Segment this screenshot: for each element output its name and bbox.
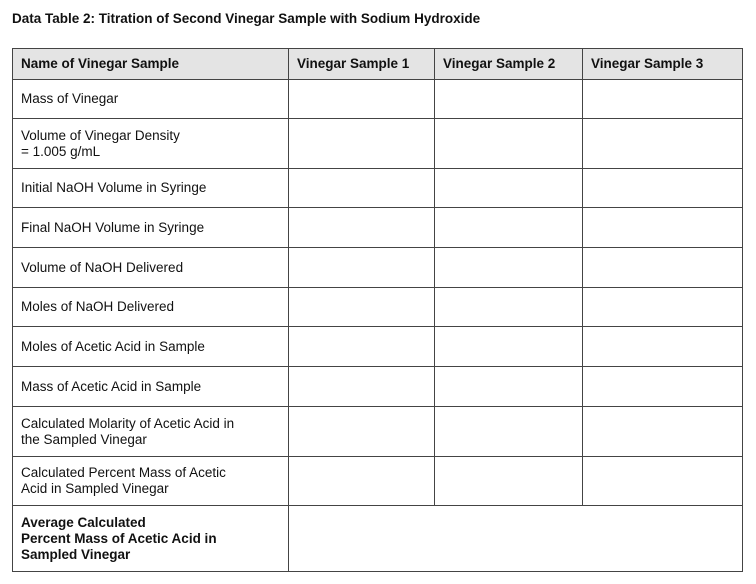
average-label [13,506,289,572]
row-label [13,119,289,169]
sample-1-cell[interactable] [289,288,435,327]
average-row [13,506,743,572]
table-row [13,288,743,327]
sample-2-cell[interactable] [435,248,583,288]
average-value-cell[interactable] [289,506,743,572]
sample-3-cell[interactable] [583,80,743,119]
header-sample-1: Vinegar Sample 1 [289,49,435,80]
sample-2-cell[interactable] [435,367,583,407]
row-label-line: Volume of NaOH Delivered [21,259,184,275]
row-label-line: Moles of Acetic Acid in Sample [21,338,205,354]
row-label-line: Mass of Vinegar [21,91,119,106]
table-row [13,457,743,506]
average-label-line: Sampled Vinegar [21,546,131,562]
table-row [13,169,743,208]
row-label [13,367,289,407]
row-label [13,248,289,288]
sample-3-cell[interactable] [583,367,743,407]
table-row [13,80,743,119]
header-name: Name of Vinegar Sample [13,49,289,80]
row-label-line: the Sampled Vinegar [21,431,147,447]
table-row [13,208,743,248]
sample-1-cell[interactable] [289,169,435,208]
sample-2-cell[interactable] [435,169,583,208]
row-label-line: Volume of Vinegar Density [21,127,180,143]
row-label-line: Calculated Molarity of Acetic Acid in [21,415,235,431]
sample-2-cell[interactable] [435,407,583,457]
sample-3-cell[interactable] [583,327,743,367]
sample-2-cell[interactable] [435,208,583,248]
sample-3-cell[interactable] [583,457,743,506]
sample-3-cell[interactable] [583,169,743,208]
row-label-line: Acid in Sampled Vinegar [21,481,169,496]
row-label [13,169,289,208]
sample-1-cell[interactable] [289,367,435,407]
sample-2-cell[interactable] [435,119,583,169]
sample-2-cell[interactable] [435,457,583,506]
sample-3-cell[interactable] [583,119,743,169]
header-sample-3: Vinegar Sample 3 [583,49,743,80]
sample-1-cell[interactable] [289,119,435,169]
sample-1-cell[interactable] [289,208,435,248]
sample-3-cell[interactable] [583,407,743,457]
average-label-line: Percent Mass of Acetic Acid in [21,530,217,546]
row-label-line: Final NaOH Volume in Syringe [21,219,205,235]
header-sample-2: Vinegar Sample 2 [435,49,583,80]
sample-1-cell[interactable] [289,457,435,506]
sample-2-cell[interactable] [435,80,583,119]
row-label [13,327,289,367]
table-row [13,327,743,367]
row-label [13,288,289,327]
titration-data-table [12,48,743,572]
table-title: Data Table 2: Titration of Second Vinegar Sample with Sodium Hydroxide [12,11,481,26]
row-label [13,457,289,506]
table-row [13,367,743,407]
row-label-line: Initial NaOH Volume in Syringe [21,180,207,195]
sample-1-cell[interactable] [289,407,435,457]
sample-2-cell[interactable] [435,327,583,367]
row-label-line: = 1.005 g/mL [21,143,101,159]
row-label [13,407,289,457]
header-row [13,49,743,80]
table-row [13,248,743,288]
row-label [13,208,289,248]
sample-3-cell[interactable] [583,288,743,327]
sample-1-cell[interactable] [289,327,435,367]
sample-1-cell[interactable] [289,80,435,119]
sample-3-cell[interactable] [583,248,743,288]
row-label-line: Mass of Acetic Acid in Sample [21,378,202,394]
table-row [13,407,743,457]
row-label [13,80,289,119]
average-label-line: Average Calculated [21,514,146,530]
sample-2-cell[interactable] [435,288,583,327]
sample-1-cell[interactable] [289,248,435,288]
sample-3-cell[interactable] [583,208,743,248]
row-label-line: Moles of NaOH Delivered [21,299,175,314]
table-row [13,119,743,169]
row-label-line: Calculated Percent Mass of Acetic [21,465,226,480]
